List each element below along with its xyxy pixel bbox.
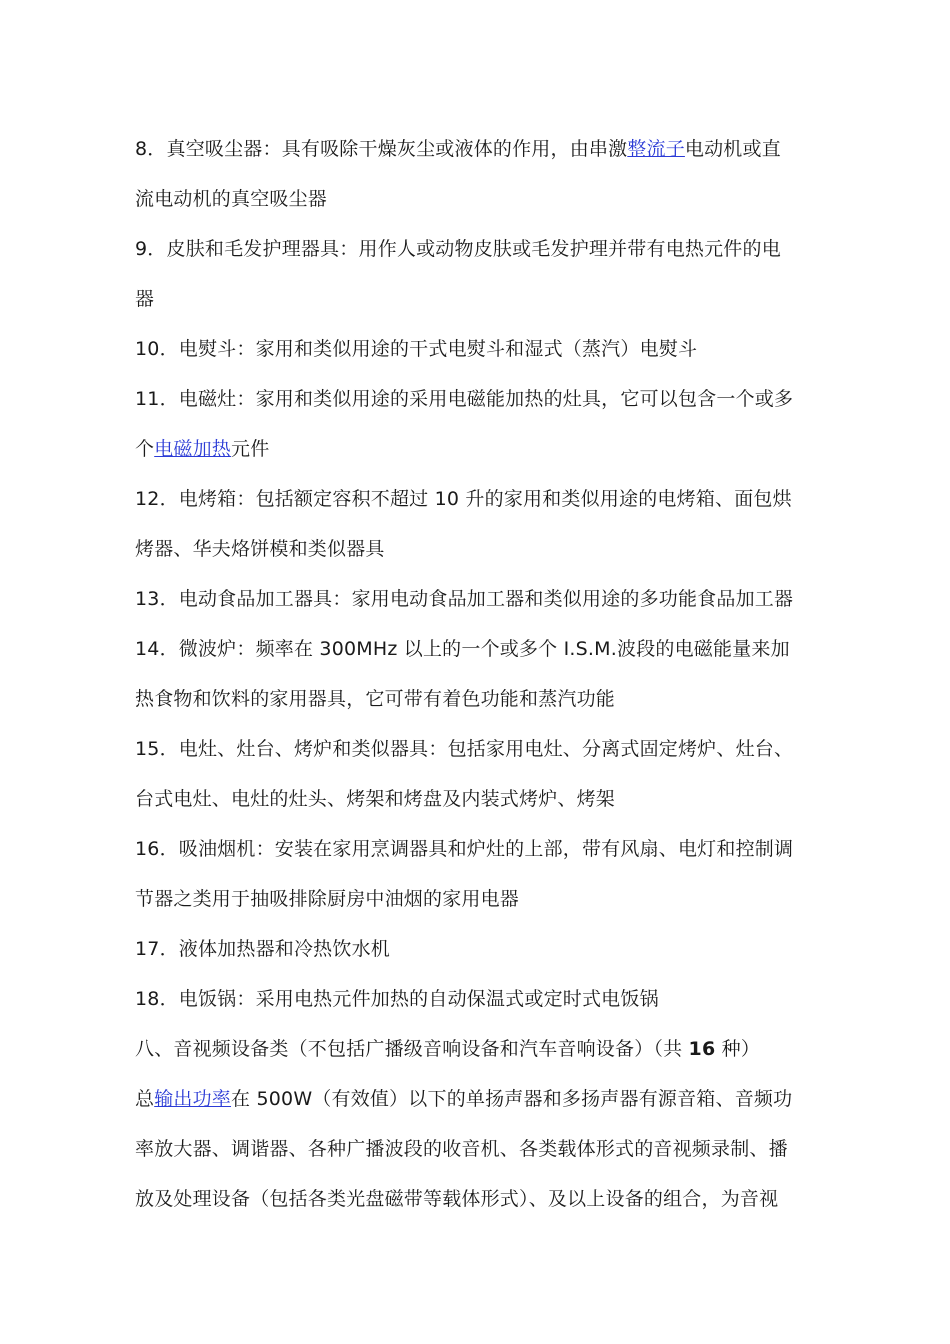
item-12-line-2: 烤器、华夫烙饼模和类似器具 xyxy=(135,538,385,560)
item-11-text-after: 元件 xyxy=(231,438,270,460)
section-8-heading xyxy=(135,1024,815,1074)
item-10-line-1: 10．电熨斗：家用和类似用途的干式电熨斗和湿式（蒸汽）电熨斗 xyxy=(135,338,698,360)
item-12-line-1: 12．电烤箱：包括额定容积不超过 10 升的家用和类似用途的电烤箱、面包烘 xyxy=(135,488,792,510)
item-15-line-1: 15．电灶、灶台、烤炉和类似器具：包括家用电灶、分离式固定烤炉、灶台、 xyxy=(135,738,794,760)
link-zhengliuzi[interactable]: 整流子 xyxy=(627,138,685,160)
section-8-para-line-1 xyxy=(135,1074,815,1124)
link-dianci-jiare[interactable]: 电磁加热 xyxy=(154,438,232,460)
item-15-line-2: 台式电灶、电灶的灶头、烤架和烤盘及内装式烤炉、烤架 xyxy=(135,788,616,810)
document-page xyxy=(135,124,815,1224)
item-9-line-1: 9．皮肤和毛发护理器具：用作人或动物皮肤或毛发护理并带有电热元件的电 xyxy=(135,238,781,260)
link-shuchu-gonglv[interactable]: 输出功率 xyxy=(154,1088,232,1110)
item-8-line-2: 流电动机的真空吸尘器 xyxy=(135,188,328,210)
item-8-text: 8．真空吸尘器：具有吸除干燥灰尘或液体的作用，由串激 xyxy=(135,138,628,160)
item-13-line-1: 13．电动食品加工器具：家用电动食品加工器和类似用途的多功能食品加工器 xyxy=(135,588,794,610)
item-8-text-after: 电动机或直 xyxy=(684,138,781,160)
item-11-line-1: 11．电磁灶：家用和类似用途的采用电磁能加热的灶具，它可以包含一个或多 xyxy=(135,388,794,410)
section-8-para-line-2: 率放大器、调谐器、各种广播波段的收音机、各类载体形式的音视频录制、播 xyxy=(135,1138,788,1160)
item-8-line-1 xyxy=(135,124,815,174)
section-8-para-rest: 在 500W（有效值）以下的单扬声器和多扬声器有源音箱、音频功 xyxy=(231,1088,793,1110)
item-11-text: 个 xyxy=(135,438,155,460)
item-9-line-2: 器 xyxy=(135,288,155,310)
section-8-para-line-3: 放及处理设备（包括各类光盘磁带等载体形式）、及以上设备的组合，为音视 xyxy=(135,1188,779,1210)
item-16-line-1: 16．吸油烟机：安装在家用烹调器具和炉灶的上部，带有风扇、电灯和控制调 xyxy=(135,838,794,860)
item-18-line-1: 18．电饭锅：采用电热元件加热的自动保温式或定时式电饭锅 xyxy=(135,988,659,1010)
item-16-line-2: 节器之类用于抽吸排除厨房中油烟的家用电器 xyxy=(135,888,520,910)
section-8-count: 16 xyxy=(688,1038,716,1060)
item-14-line-1: 14．微波炉：频率在 300MHz 以上的一个或多个 I.S.M.波段的电磁能量来加 xyxy=(135,638,790,660)
section-8-heading-text: 八、音视频设备类（不包括广播级音响设备和汽车音响设备）（共 xyxy=(135,1038,689,1060)
item-17-line-1: 17．液体加热器和冷热饮水机 xyxy=(135,938,390,960)
section-8-para-start: 总 xyxy=(135,1088,155,1110)
item-14-line-2: 热食物和饮料的家用器具，它可带有着色功能和蒸汽功能 xyxy=(135,688,616,710)
item-11-line-2 xyxy=(135,424,815,474)
section-8-heading-tail: 种） xyxy=(715,1038,761,1060)
